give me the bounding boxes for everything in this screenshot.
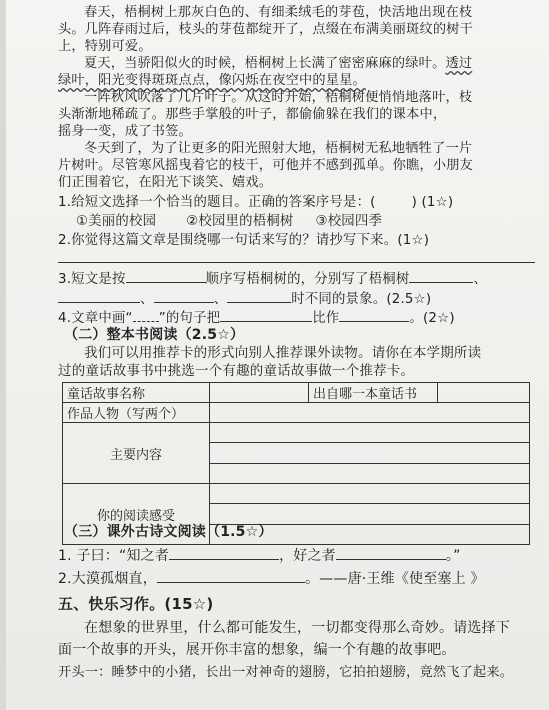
answer-blank[interactable] (126, 270, 206, 283)
question-1-options (76, 213, 541, 230)
question-1-score: ) (1☆) (411, 195, 454, 210)
recommend-card-table (62, 382, 530, 545)
section-3-title: （三）课外古诗文阅读（1.5☆） (64, 524, 273, 540)
table-cell-input[interactable] (438, 383, 530, 403)
passage-line: 春天，梧桐树上那灰白色的、有细柔绒毛的芽苞，快活地出现在枝 (84, 5, 473, 20)
passage-line (84, 55, 541, 72)
separator: 、 (140, 292, 154, 307)
passage-line: 冬天到了，为了让更多的阳光照射大地，梧桐树无私地牺牲了一片 (84, 141, 473, 156)
answer-line[interactable] (58, 262, 535, 263)
answer-blank[interactable] (157, 570, 305, 583)
passage-line: 头渐渐地稀疏了。那些手掌般的叶子，都偷偷躲在我们的课本中， (58, 107, 447, 122)
question-3-cont (58, 290, 541, 308)
answer-blank[interactable] (409, 270, 473, 283)
question-3-text: 3.短文是按 (58, 272, 126, 287)
separator: 、 (213, 292, 228, 307)
table-cell-input[interactable] (210, 484, 530, 504)
answer-blank[interactable] (339, 309, 409, 322)
table-cell-input[interactable] (210, 443, 530, 463)
table-cell-label: 出自哪一本童话书 (309, 383, 438, 403)
wavy-underlined-sentence: 绿叶，阳光变得斑斑点点，像闪烁在夜空中的星星。 (58, 73, 366, 88)
writing-prompt: 开头一：睡梦中的小猪，长出一对神奇的翅膀，它拍拍翅膀，竟然飞了起来。 (58, 665, 514, 680)
poem-text: 2.大漠孤烟直， (58, 571, 157, 587)
answer-blank[interactable] (154, 290, 214, 303)
question-3: 3.短文是按 顺序写梧桐树的，分别写了梧桐树 、 (58, 272, 487, 287)
question-4-text: 比作 (312, 311, 340, 326)
table-cell-input[interactable] (210, 403, 530, 423)
poem-text: 1. 子曰：“知之者 (58, 548, 170, 564)
question-4-text: 4.文章中画“ (58, 311, 133, 326)
question-2: 2.你觉得这篇文章是围绕哪一句话来写的？请抄写下来。(1☆) (58, 233, 430, 248)
question-1-text: 1.给短文选择一个恰当的题目。正确的答案序号是：( (58, 195, 376, 210)
underline-sample (133, 309, 159, 322)
wavy-underlined-text: 透过 (445, 56, 473, 71)
table-row (63, 484, 530, 504)
passage-line: 摇身一变，成了书签。 (58, 124, 192, 139)
table-cell-input[interactable] (210, 504, 530, 524)
passage-line: 片树叶。尽管寒风摇曳着它的枝干，可他并不感到孤单。你瞧，小朋友 (58, 158, 474, 173)
option-3: ③校园四季 (315, 214, 383, 229)
question-4-text: 。(2☆) (409, 311, 455, 326)
answer-blank[interactable] (220, 309, 312, 322)
passage-line: 头。几阵春雨过后，枝头的芽苞都绽开了，点缀在布满美丽斑纹的树干 (58, 22, 474, 37)
table-cell-input[interactable] (210, 383, 309, 403)
table-cell-input[interactable] (210, 423, 530, 443)
table-cell-label: 你的阅读感受 (63, 484, 210, 545)
question-4-text: ”的句子把 (158, 311, 221, 326)
poem-text: 。——唐·王维《使至塞上 》 (304, 571, 485, 587)
poem-question-2 (58, 570, 541, 588)
poem-text: ，好之者 (279, 548, 336, 564)
section-2-intro: 我们可以用推荐卡的形式向别人推荐课外读物。请你在本学期所读 (84, 345, 482, 361)
passage-text: 夏天，当骄阳似火的时候，梧桐树上长满了密密麻麻的绿叶。 (84, 56, 446, 71)
answer-blank[interactable] (376, 194, 412, 206)
passage-line: 上，特别可爱。 (58, 39, 152, 54)
answer-blank[interactable] (169, 547, 279, 560)
answer-blank[interactable] (58, 290, 140, 303)
table-row (63, 423, 530, 443)
table-row (63, 403, 530, 423)
option-1: ①美丽的校园 (76, 214, 157, 229)
section-2-intro: 过的童话故事书中挑选一个有趣的童话故事做一个推荐卡。 (58, 363, 415, 379)
passage-line: 们正围着它，在阳光下谈笑、嬉戏。 (58, 175, 273, 190)
table-cell-label: 童话故事名称 (63, 383, 210, 403)
poem-question-1 (58, 547, 541, 565)
answer-blank[interactable] (227, 290, 291, 303)
table-cell-label: 作品人物（写两个） (63, 403, 210, 423)
section-5-title: 五、快乐习作。(15☆) (58, 595, 214, 613)
page-edge-shadow (0, 0, 6, 710)
question-3-text: 时不同的景象。(2.5☆) (291, 292, 432, 307)
question-3-text: 顺序写梧桐树的，分别写了梧桐树 (205, 272, 410, 287)
writing-prompt: 在想象的世界里，什么都可能发生，一切都变得那么奇妙。请选择下 (84, 620, 510, 636)
answer-blank[interactable] (336, 547, 446, 560)
passage-line (58, 72, 541, 89)
poem-text: 。” (445, 548, 461, 564)
writing-prompt: 面一个故事的开头，展开你丰富的想象，编一个有趣的故事吧。 (58, 642, 456, 658)
question-4 (58, 309, 541, 327)
table-cell-label: 主要内容 (63, 423, 210, 484)
table-cell-input[interactable] (210, 463, 530, 483)
question-1 (58, 194, 541, 211)
option-2: ②校园里的梧桐树 (186, 214, 294, 229)
section-2-title: （二）整本书阅读（2.5☆） (64, 327, 245, 343)
table-row (63, 383, 530, 403)
passage-line: 一阵秋风吹落了几片叶子。从这时开始，梧桐树便悄悄地落叶，枝 (84, 90, 473, 105)
